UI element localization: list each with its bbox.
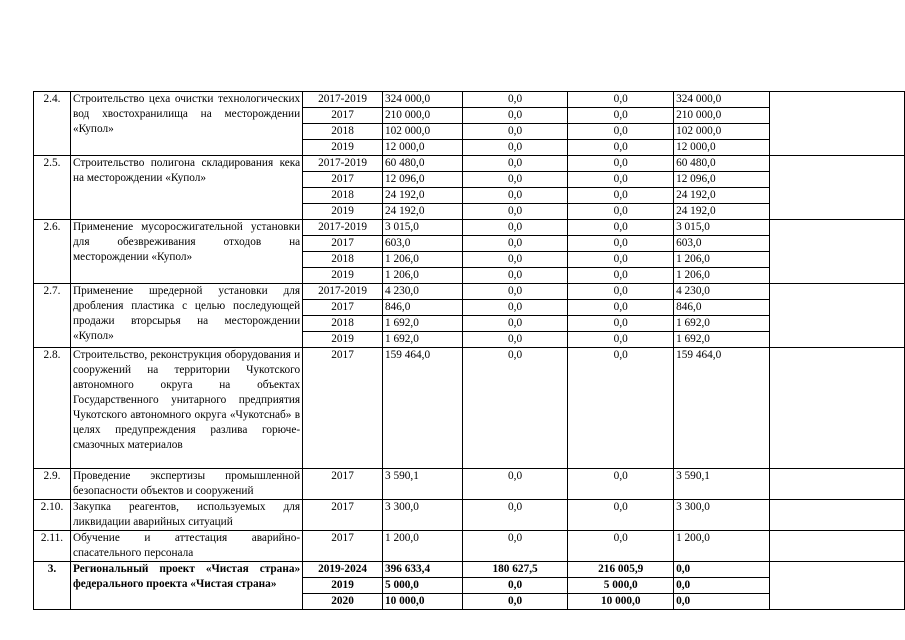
amount-cell: 0,0 [462, 268, 568, 284]
amount-cell: 24 192,0 [674, 204, 770, 220]
amount-cell: 1 692,0 [382, 332, 462, 348]
amount-cell: 216 005,9 [568, 562, 674, 578]
year-cell: 2017 [303, 531, 383, 562]
amount-cell: 324 000,0 [674, 92, 770, 108]
amount-cell: 12 096,0 [382, 172, 462, 188]
empty-cell [769, 531, 904, 562]
empty-cell [769, 220, 904, 284]
amount-cell: 603,0 [382, 236, 462, 252]
year-cell: 2017-2019 [303, 220, 383, 236]
amount-cell: 24 192,0 [674, 188, 770, 204]
table-row [34, 156, 905, 172]
amount-cell: 324 000,0 [382, 92, 462, 108]
amount-cell: 0,0 [462, 156, 568, 172]
amount-cell: 0,0 [568, 172, 674, 188]
amount-cell: 0,0 [462, 252, 568, 268]
table-row [34, 284, 905, 300]
amount-cell: 0,0 [568, 332, 674, 348]
amount-cell: 3 015,0 [674, 220, 770, 236]
row-number: 2.7. [34, 284, 71, 348]
amount-cell: 0,0 [462, 531, 568, 562]
row-description: Применение шредерной установки для дробления пластика с целью последующей продажи вторсырья на месторождении «Купол» [70, 284, 302, 348]
amount-cell: 210 000,0 [382, 108, 462, 124]
amount-cell: 5 000,0 [382, 578, 462, 594]
amount-cell: 3 300,0 [674, 500, 770, 531]
year-cell: 2017 [303, 348, 383, 469]
amount-cell: 0,0 [568, 236, 674, 252]
amount-cell: 0,0 [568, 220, 674, 236]
amount-cell: 0,0 [568, 316, 674, 332]
year-cell: 2017 [303, 469, 383, 500]
amount-cell: 0,0 [462, 172, 568, 188]
amount-cell: 4 230,0 [382, 284, 462, 300]
row-description: Региональный проект «Чистая страна» федерального проекта «Чистая страна» [70, 562, 302, 610]
amount-cell: 1 206,0 [674, 268, 770, 284]
amount-cell: 3 300,0 [382, 500, 462, 531]
amount-cell: 0,0 [568, 92, 674, 108]
amount-cell: 0,0 [568, 268, 674, 284]
year-cell: 2019-2024 [303, 562, 383, 578]
year-cell: 2018 [303, 188, 383, 204]
amount-cell: 0,0 [462, 92, 568, 108]
row-description: Строительство полигона складирования кека на месторождении «Купол» [70, 156, 302, 220]
year-cell: 2017 [303, 172, 383, 188]
amount-cell: 102 000,0 [382, 124, 462, 140]
year-cell: 2017 [303, 108, 383, 124]
row-description: Закупка реагентов, используемых для ликвидации аварийных ситуаций [70, 500, 302, 531]
amount-cell: 180 627,5 [462, 562, 568, 578]
amount-cell: 102 000,0 [674, 124, 770, 140]
empty-cell [769, 92, 904, 156]
table-row [34, 220, 905, 236]
amount-cell: 1 206,0 [382, 268, 462, 284]
table-row [34, 500, 905, 531]
table-row [34, 562, 905, 578]
year-cell: 2019 [303, 578, 383, 594]
amount-cell: 0,0 [568, 140, 674, 156]
empty-cell [769, 284, 904, 348]
amount-cell: 1 692,0 [674, 332, 770, 348]
year-cell: 2017 [303, 300, 383, 316]
amount-cell: 0,0 [568, 500, 674, 531]
amount-cell: 0,0 [568, 156, 674, 172]
amount-cell: 0,0 [462, 594, 568, 610]
amount-cell: 0,0 [462, 300, 568, 316]
amount-cell: 60 480,0 [674, 156, 770, 172]
amount-cell: 12 096,0 [674, 172, 770, 188]
amount-cell: 0,0 [674, 562, 770, 578]
amount-cell: 159 464,0 [382, 348, 462, 469]
year-cell: 2017-2019 [303, 284, 383, 300]
amount-cell: 24 192,0 [382, 204, 462, 220]
amount-cell: 0,0 [462, 188, 568, 204]
amount-cell: 1 206,0 [674, 252, 770, 268]
empty-cell [769, 562, 904, 610]
amount-cell: 0,0 [568, 284, 674, 300]
row-number: 2.6. [34, 220, 71, 284]
year-cell: 2019 [303, 204, 383, 220]
year-cell: 2017 [303, 500, 383, 531]
amount-cell: 0,0 [568, 531, 674, 562]
amount-cell: 0,0 [462, 578, 568, 594]
amount-cell: 5 000,0 [568, 578, 674, 594]
amount-cell: 10 000,0 [568, 594, 674, 610]
amount-cell: 0,0 [462, 236, 568, 252]
amount-cell: 396 633,4 [382, 562, 462, 578]
amount-cell: 4 230,0 [674, 284, 770, 300]
year-cell: 2019 [303, 332, 383, 348]
row-number: 2.5. [34, 156, 71, 220]
year-cell: 2019 [303, 140, 383, 156]
amount-cell: 0,0 [462, 316, 568, 332]
table-row [34, 531, 905, 562]
table-row [34, 92, 905, 108]
row-description: Применение мусоросжигательной установки для обезвреживания отходов на месторождении «Купол» [70, 220, 302, 284]
year-cell: 2017 [303, 236, 383, 252]
amount-cell: 0,0 [568, 124, 674, 140]
amount-cell: 846,0 [674, 300, 770, 316]
amount-cell: 3 590,1 [674, 469, 770, 500]
amount-cell: 0,0 [568, 252, 674, 268]
amount-cell: 0,0 [462, 204, 568, 220]
row-number: 3. [34, 562, 71, 610]
row-description: Строительство, реконструкция оборудования и сооружений на территории Чукотского автономного округа на объектах Государственного унитарного предприятия Чукотского автономного округа «Чукотснаб» в целях предупреждения разлива горюче-смазочных материалов [70, 348, 302, 469]
amount-cell: 0,0 [462, 469, 568, 500]
year-cell: 2020 [303, 594, 383, 610]
amount-cell: 24 192,0 [382, 188, 462, 204]
row-description: Проведение экспертизы промышленной безопасности объектов и сооружений [70, 469, 302, 500]
empty-cell [769, 469, 904, 500]
amount-cell: 210 000,0 [674, 108, 770, 124]
amount-cell: 0,0 [462, 500, 568, 531]
amount-cell: 10 000,0 [382, 594, 462, 610]
amount-cell: 846,0 [382, 300, 462, 316]
amount-cell: 0,0 [462, 348, 568, 469]
amount-cell: 0,0 [568, 188, 674, 204]
amount-cell: 0,0 [462, 284, 568, 300]
amount-cell: 1 200,0 [674, 531, 770, 562]
amount-cell: 0,0 [674, 578, 770, 594]
year-cell: 2017-2019 [303, 92, 383, 108]
table-row [34, 348, 905, 469]
amount-cell: 1 200,0 [382, 531, 462, 562]
amount-cell: 0,0 [568, 108, 674, 124]
amount-cell: 12 000,0 [674, 140, 770, 156]
amount-cell: 0,0 [462, 124, 568, 140]
year-cell: 2018 [303, 316, 383, 332]
amount-cell: 1 206,0 [382, 252, 462, 268]
amount-cell: 0,0 [568, 348, 674, 469]
amount-cell: 0,0 [462, 108, 568, 124]
amount-cell: 0,0 [674, 594, 770, 610]
amount-cell: 1 692,0 [382, 316, 462, 332]
year-cell: 2018 [303, 124, 383, 140]
amount-cell: 3 590,1 [382, 469, 462, 500]
empty-cell [769, 348, 904, 469]
empty-cell [769, 156, 904, 220]
row-description: Строительство цеха очистки технологических вод хвостохранилища на месторождении «Купол» [70, 92, 302, 156]
table-row [34, 469, 905, 500]
empty-cell [769, 500, 904, 531]
amount-cell: 0,0 [568, 204, 674, 220]
row-number: 2.11. [34, 531, 71, 562]
amount-cell: 3 015,0 [382, 220, 462, 236]
year-cell: 2019 [303, 268, 383, 284]
row-number: 2.9. [34, 469, 71, 500]
row-number: 2.4. [34, 92, 71, 156]
amount-cell: 0,0 [462, 140, 568, 156]
amount-cell: 12 000,0 [382, 140, 462, 156]
amount-cell: 1 692,0 [674, 316, 770, 332]
amount-cell: 159 464,0 [674, 348, 770, 469]
amount-cell: 60 480,0 [382, 156, 462, 172]
row-number: 2.10. [34, 500, 71, 531]
year-cell: 2017-2019 [303, 156, 383, 172]
row-number: 2.8. [34, 348, 71, 469]
amount-cell: 0,0 [568, 300, 674, 316]
year-cell: 2018 [303, 252, 383, 268]
row-description: Обучение и аттестация аварийно-спасательного персонала [70, 531, 302, 562]
amount-cell: 0,0 [568, 469, 674, 500]
amount-cell: 603,0 [674, 236, 770, 252]
amount-cell: 0,0 [462, 332, 568, 348]
budget-table [33, 91, 905, 610]
amount-cell: 0,0 [462, 220, 568, 236]
